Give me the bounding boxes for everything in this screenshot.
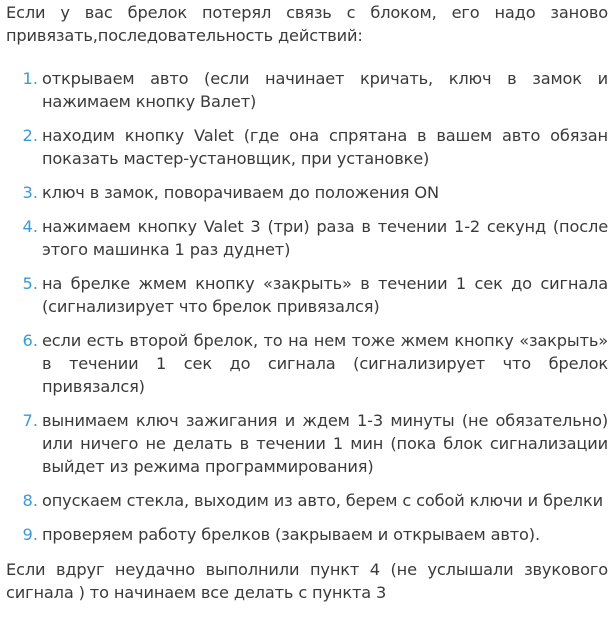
list-item — [6, 409, 608, 478]
list-item — [6, 181, 608, 204]
step-text: ключ в замок, поворачиваем до положения ON — [42, 183, 439, 202]
step-number: 3. — [22, 183, 38, 202]
step-text: на брелке жмем кнопку «закрыть» в течении 1 сек до сигнала (сигнализирует что брелок привязался) — [42, 274, 608, 316]
list-item — [6, 124, 608, 170]
list-item — [6, 215, 608, 261]
step-number: 1. — [22, 69, 38, 88]
step-number: 4. — [22, 217, 38, 236]
outro-paragraph: Если вдруг неудачно выполнили пункт 4 (не услышали звукового сигнала ) то начинаем все делать с пункта 3 — [6, 560, 608, 602]
step-text: вынимаем ключ зажигания и ждем 1-3 минуты (не обязательно) или ничего не делать в течении 1 мин (пока блок сигнализации выйдет из режима программирования) — [42, 411, 608, 476]
step-text: находим кнопку Valet (где она спрятана в вашем авто обязан показать мастер-установщик, при установке) — [42, 126, 608, 168]
step-number: 7. — [22, 411, 38, 430]
step-text: проверяем работу брелков (закрываем и открываем авто). — [42, 525, 540, 544]
list-item — [6, 272, 608, 318]
step-number: 5. — [22, 274, 38, 293]
step-text: опускаем стекла, выходим из авто, берем с собой ключи и брелки — [42, 491, 603, 510]
intro-paragraph: Если у вас брелок потерял связь с блоком, его надо заново привязать,последовательность действий: — [6, 3, 608, 45]
step-number: 6. — [22, 331, 38, 350]
step-text: если есть второй брелок, то на нем тоже жмем кнопку «закрыть» в течении 1 сек до сигнала (сигнализирует что брелок привязался) — [42, 331, 608, 396]
list-item — [6, 67, 608, 113]
list-item — [6, 489, 608, 512]
steps-list — [6, 67, 608, 546]
list-item — [6, 329, 608, 398]
step-number: 2. — [22, 126, 38, 145]
step-number: 8. — [22, 491, 38, 510]
step-text: нажимаем кнопку Valet 3 (три) раза в течении 1-2 секунд (после этого машинка 1 раз дуднет) — [42, 217, 608, 259]
step-number: 9. — [22, 525, 38, 544]
step-text: открываем авто (если начинает кричать, ключ в замок и нажимаем кнопку Валет) — [42, 69, 608, 111]
list-item — [6, 523, 608, 546]
